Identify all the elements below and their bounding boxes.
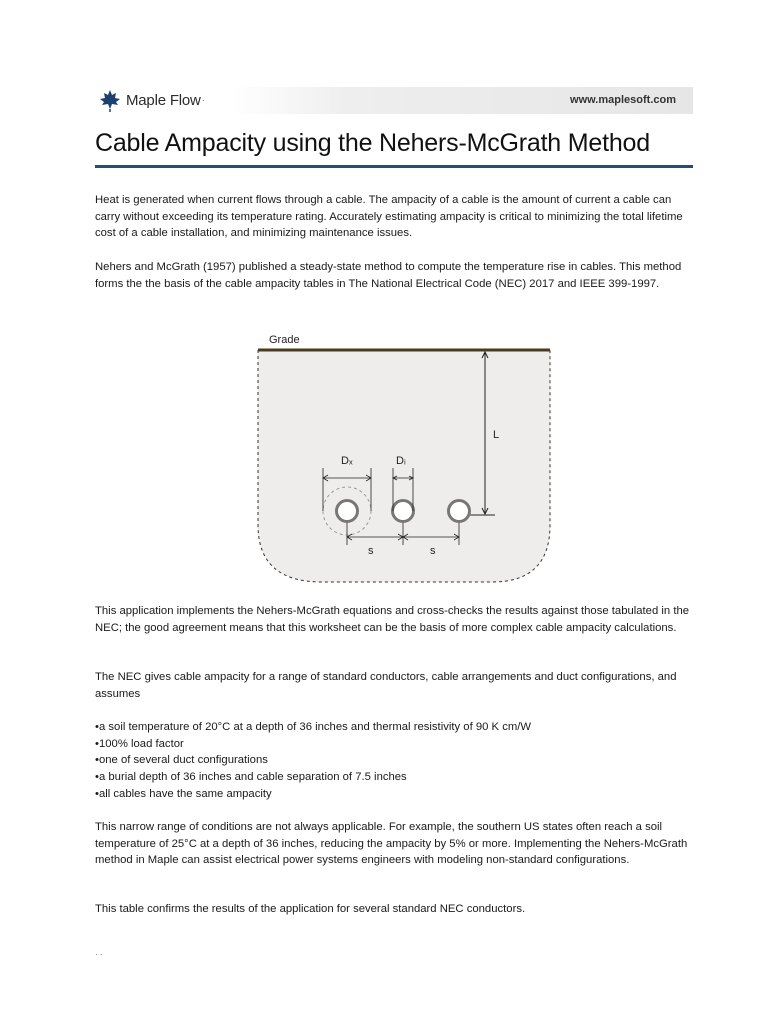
depth-label: L (493, 429, 500, 441)
dx-label: Dₓ (341, 455, 353, 467)
website-url[interactable]: www.maplesoft.com (570, 94, 676, 106)
page-title: Cable Ampacity using the Nehers-McGrath Method (95, 129, 650, 157)
spacing-label-2: s (430, 545, 436, 557)
cable-3 (449, 501, 470, 522)
list-item: • all cables have the same ampacity (95, 786, 695, 803)
brand-name: Maple Flow (126, 91, 201, 109)
page-footer-mark: · · (95, 950, 103, 959)
cable-2 (393, 501, 414, 522)
list-item: • a burial depth of 36 inches and cable separation of 7.5 inches (95, 769, 695, 786)
list-item: • one of several duct configurations (95, 752, 695, 769)
maple-flow-logo (98, 88, 205, 112)
application-paragraph: This application implements the Nehers-McGrath equations and cross-checks the results against those tabulated in the NEC; the good agreement means that this worksheet can be the basis of more complex cable ampacity calculations. (95, 605, 690, 634)
table-intro-paragraph: This table confirms the results of the application for several standard NEC conductors. (95, 903, 526, 915)
list-item: • a soil temperature of 20°C at a depth of 36 inches and thermal resistivity of 90 K cm/W (95, 719, 695, 736)
history-paragraph: Nehers and McGrath (1957) published a steady-state method to compute the temperature rise in cables. This method forms the the basis of the cable ampacity tables in The National Electrical Code (NEC) 2017 and IEEE 399-1997. (95, 261, 682, 290)
title-underline (95, 165, 693, 168)
grade-label: Grade (269, 334, 300, 346)
cable-1 (337, 501, 358, 522)
limitations-paragraph: This narrow range of conditions are not always applicable. For example, the southern US states often reach a soil temperature of 25°C at a depth of 36 inches, reducing the ampacity by 5% or more. Implementing the Nehers-McGrath method in Maple can assist electrical power systems engineers with modeling non-standard configurations. (95, 821, 688, 867)
maple-leaf-icon (98, 88, 122, 112)
spacing-label-1: s (368, 545, 374, 557)
list-item: • 100% load factor (95, 736, 695, 753)
nec-assumptions-paragraph: The NEC gives cable ampacity for a range of standard conductors, cable arrangements and duct configurations, and assumes (95, 671, 677, 700)
cable-burial-diagram (252, 330, 556, 592)
nec-assumptions-list (95, 719, 695, 803)
brand-trademark: · (201, 95, 205, 105)
di-label: Dᵢ (396, 455, 406, 467)
intro-paragraph: Heat is generated when current flows through a cable. The ampacity of a cable is the amount of current a cable can carry without exceeding its temperature rating. Accurately estimating ampacity is critical to minimizing the total lifetime cost of a cable installation, and minimizing maintenance issues. (95, 194, 683, 240)
